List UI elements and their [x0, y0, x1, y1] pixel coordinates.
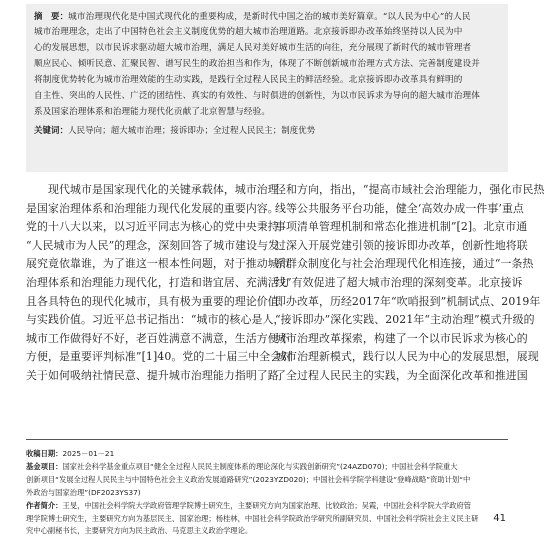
abstract-line: 摘 要：城市治理现代化是中国式现代化的重要构成，是新时代中国之治的城市美好篇章。“以人民为中心”的人民 [34, 11, 471, 22]
body-line: 线”有效促进了超大城市治理的深刻变革。北京接诉 [275, 275, 523, 289]
footnote-divider [26, 439, 508, 440]
keywords-label: 关键词： [34, 125, 69, 135]
fund-line: 外政治与国家治理”(DF2023YS37) [26, 488, 141, 497]
abstract-line: 心的发展思想，以市民诉求驱动超大城市治理，满足人民对美好城市生活的向往，充分展现了新时代的城市管理者 [34, 43, 472, 53]
body-line: 城市工作做得好不好，老百姓满意不满意，生活方便不 [26, 331, 290, 345]
body-line: 事项清单管理机制和常态化推进机制”[2]。北京市通 [275, 220, 528, 234]
author-line: 理学院博士研究生，主要研究方向为基层民主、国家治理；杨桂林，中国社会科学院政治学研究所副研究员、中国社会科学院社会主义民主研 [26, 514, 479, 523]
body-line: 治理体系和治理能力现代化，打造和谐宜居、充满活力 [26, 275, 290, 289]
body-line: 即办改革，历经2017年“吹哨报到”机制试点、2019年 [275, 294, 541, 308]
body-line: 系群众制度化与社会治理现代化相连接，通过“一条热 [275, 257, 534, 271]
body-line: 展究竟依靠谁，为了谁这一根本性问题，对于推动城市 [26, 257, 290, 271]
page-number: 41 [493, 513, 506, 524]
body-right-column [275, 181, 544, 386]
body-line: 了全过程人民民主的实践，为全面深化改革和推进国 [275, 368, 528, 382]
body-line: 城市治理改革探索，构建了一个以市民诉求为核心的 [275, 331, 528, 345]
keywords-text: 人民导向；超大城市治理；接诉即办；全过程人民民主；制度优势 [68, 125, 316, 135]
body-line: 关于如何吸纳社情民意、提升城市治理能力指明了路 [26, 368, 279, 382]
body-line: 是国家治理体系和治理能力现代化发展的重要内容。 [26, 201, 279, 215]
abstract-line: 城市治理理念，走出了中国特色社会主义制度优势的超大城市治理道路。北京接诉即办改革始终坚持以人民为中 [34, 27, 463, 37]
fund-label: 基金项目： [26, 462, 63, 471]
body-line: 径和方向，指出，“提高市域社会治理能力，强化市民热 [275, 183, 544, 196]
body-line: 过深入开展党建引领的接诉即办改革，创新性地将联 [275, 238, 528, 252]
abstract-line: 自主性、突出的人民性、广泛的团结性、真实的有效性、与时俱进的创新性，为以市民诉求为导向的超大城市治理体 [34, 91, 480, 101]
body-line: 线等公共服务平台功能，健全‘高效办成一件事’重点 [275, 201, 524, 215]
body-line: 与实践价值。习近平总书记指出：“城市的核心是人， [26, 313, 285, 327]
abstract-line: 顺应民心、倾听民意、汇聚民智、谱写民生的政治担当和作为，体现了不断创新城市治理方式方法、完善制度建设并 [34, 59, 480, 69]
fund-line: 创新项目“发展全过程人民民主与中国特色社会主义政治发展道路研究”(2023YZD020)；中国社会科学院学科建设“登峰战略”资助计划“中 [26, 475, 471, 484]
body-line: 党的十八大以来，以习近平同志为核心的党中央秉持 [26, 220, 279, 234]
body-line: 城市治理新模式，践行以人民为中心的发展思想，展现 [275, 350, 539, 364]
author-label: 作者简介： [26, 501, 63, 510]
author-line: 作者简介：王旻，中国社会科学院大学政府管理学院博士研究生，主要研究方向为国家治理、比较政治；吴霞，中国社会科学院大学政府管 [26, 501, 472, 510]
received-date: 收稿日期：2025－01－21 [26, 449, 115, 458]
author-line: 究中心副秘书长，主要研究方向为民主政治、马克思主义政治学理论。 [26, 526, 253, 535]
body-line: “接诉即办”深化实践、2021年“主动治理”模式升级的 [275, 313, 535, 327]
body-line: 方便，是重要评判标准”[1]40。党的二十届三中全会对 [26, 350, 293, 364]
body-left-column [26, 181, 293, 386]
fund-line: 基金项目：国家社会科学基金重点项目“健全全过程人民民主制度体系的理论深化与实践创新研究”(24AZD070)；中国社会科学院重大 [26, 462, 458, 471]
body-line: 且各具特色的现代化城市，具有极为重要的理论价值 [26, 294, 279, 308]
abstract-line: 将制度优势转化为城市治理效能的生动实践，是践行全过程人民民主的鲜活经验。北京接诉即办改革具有鲜明的 [34, 75, 463, 85]
body-line: “人民城市为人民”的理念，深刻回答了城市建设与发 [26, 238, 280, 252]
keywords-line [34, 122, 502, 138]
abstract-label: 摘 要： [34, 11, 69, 21]
body-line: 现代城市是国家现代化的关键承载体，城市治理 [26, 183, 279, 196]
abstract-box [26, 4, 508, 172]
abstract-line: 系及国家治理体系和治理能力现代化贡献了北京智慧与经验。 [34, 107, 271, 117]
